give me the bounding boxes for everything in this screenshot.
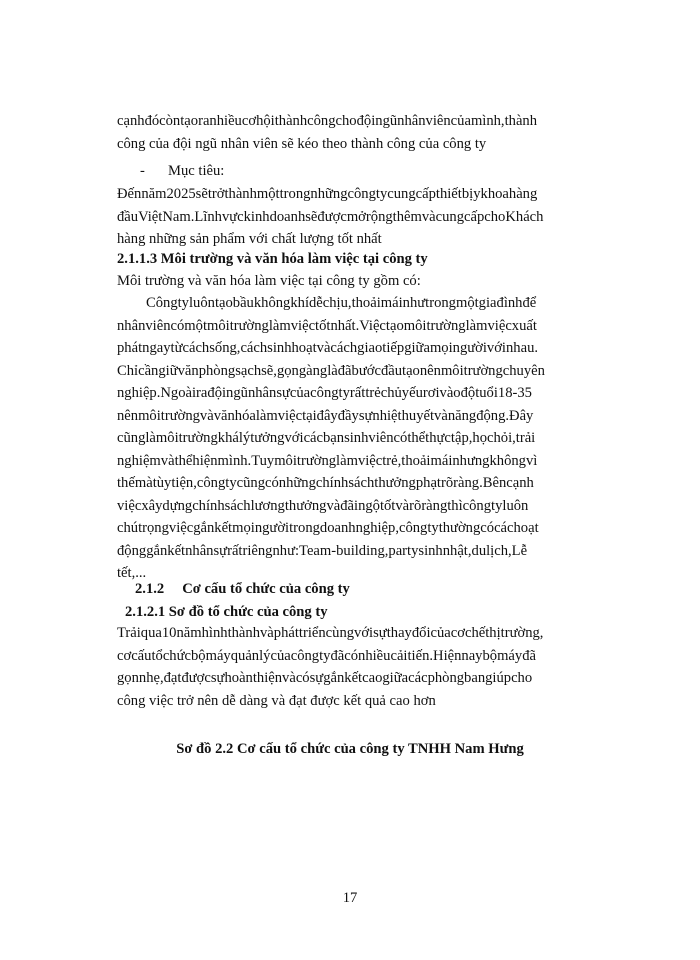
- section-212-heading: [135, 578, 350, 600]
- intro-paragraph: [117, 110, 637, 155]
- body-line-8: nghiệmvàthểhiệnmình.Tuymôitrườnglàmviệctrẻ,thoảimáinhưngkhôngvì: [117, 452, 538, 469]
- body-line-4: Chỉcầngiữvănphòngsạchsẽ,gọngànglàđãbướcđầutạonênmôitrườngchuyên: [117, 362, 545, 379]
- org-line-1: Trảiqua10nămhìnhthànhvàpháttriểncùngvớisựthayđổicủacơchếthịtrường,: [117, 625, 544, 641]
- goal-line-1: Đếnnăm2025sẽtrởthànhmộttrongnhữngcôngtycungcấpthiếtbịykhoahàng: [117, 186, 538, 202]
- section-212-number: 2.1.2: [135, 581, 165, 597]
- intro-line-2: công của đội ngũ nhân viên sẽ kéo theo thành công của công ty: [117, 135, 487, 152]
- body-line-1: Côngtyluôntạobầukhôngkhídễchịu,thoảimáinhưtrongmộtgiađìnhđể: [146, 295, 537, 311]
- section-2113-lead-text: Môi trường và văn hóa làm việc tại công ty gồm có:: [117, 273, 421, 289]
- body-line-7: cũnglàmôitrườngkhálýtưởngvớicácbạnsinhviêncóthểthựctập,họchỏi,trải: [117, 430, 536, 446]
- body-line-10: việcxâydựngchínhsáchlươngthưởngvàđãingộtốtvàrõràngthìcôngtyluôn: [117, 497, 529, 514]
- page-number: 17: [342, 890, 358, 906]
- body-line-6: nênmôitrườngvàvănhóalàmviệctạiđâyđầysựnhiệthuyếtvànăngđộng.Đây: [117, 407, 534, 424]
- goal-bullet: [140, 160, 224, 182]
- org-line-4: công việc trở nên dễ dàng và đạt được kết quả cao hơn: [117, 692, 436, 709]
- body-line-3: phátngaytừcáchsống,cáchsinhhoạtvàcáchgiaotiếpgiữamọingườivớinhau.: [117, 340, 539, 356]
- section-2113-body: [117, 292, 637, 585]
- body-line-12: độnggắnkếtnhânsựrấtriêngnhư:Team-building,partysinhnhật,dulịch,Lễ: [117, 542, 528, 559]
- figure-caption: Sơ đồ 2.2 Cơ cấu tổ chức của công ty TNHH Nam Hưng: [176, 741, 524, 757]
- body-line-2: nhânviêncómộtmôitrườnglàmviệctốtnhất.Việctạomôitrườnglàmviệcxuất: [117, 317, 537, 334]
- section-2113-lead: [117, 270, 637, 293]
- section-2121-body: [117, 622, 637, 712]
- goal-paragraph: [117, 183, 637, 251]
- body-line-5: nghiệp.Ngoàirađộingũnhânsựcủacôngtyrấttrẻchủyếurơivàođộtuổi18-35: [117, 385, 532, 401]
- section-2121-heading: 2.1.2.1 Sơ đồ tổ chức của công ty: [125, 604, 328, 620]
- body-line-11: chútrọngviệcgắnkếtmọingườitrongdoanhnghiệp,côngtythườngcócáchoạt: [117, 520, 539, 536]
- goal-line-3: hàng những sản phẩm với chất lượng tốt nhất: [117, 231, 382, 247]
- bullet-dash: -: [140, 163, 145, 179]
- body-line-9: thếmàtùytiện,côngtycũngcónhữngchínhsáchthưởngphạtrõràng.Bêncạnh: [117, 475, 534, 491]
- goal-label: Mục tiêu:: [168, 163, 225, 179]
- body-line-13: tết,...: [117, 565, 147, 581]
- org-line-3: gọnnhẹ,đạtđượcsựhoànthiệnvàcósựgắnkếtcaogiữacácphòngbangiúpcho: [117, 670, 533, 686]
- section-2113-heading: 2.1.1.3 Môi trường và văn hóa làm việc tại công ty: [117, 251, 428, 267]
- section-212-title: Cơ cấu tổ chức của công ty: [182, 581, 350, 597]
- intro-line-1: cạnhđócòntạoranhiềucơhộithànhcôngchođộingũnhânviêncủamình,thành: [117, 113, 538, 129]
- org-line-2: cơcấutổchứcbộmáyquảnlýcủacôngtyđãcónhiềucảitiến.Hiệnnaybộmáyđã: [117, 647, 536, 664]
- goal-line-2: đầuViệtNam.LĩnhvựckinhdoanhsẽđượcmởrộngthêmvàcungcấpchoKhách: [117, 208, 544, 225]
